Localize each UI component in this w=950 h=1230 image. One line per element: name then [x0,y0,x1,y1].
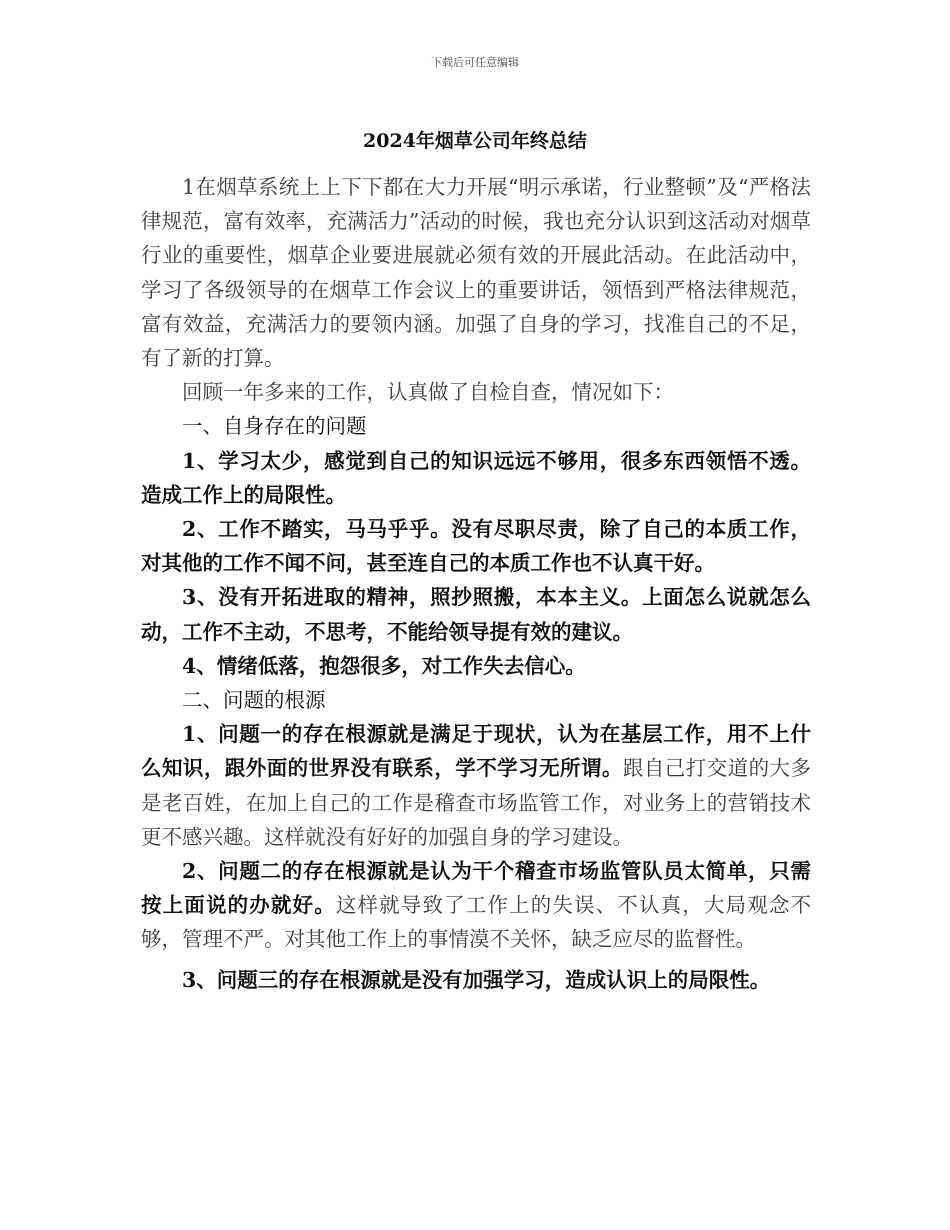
review-paragraph: 回顾一年多来的工作，认真做了自检自查，情况如下： [182,380,674,405]
section2-item-2 [141,854,811,957]
section2-item-1-bold: 1、问题一的存在根源就是满足于现状，认为在基层工作，用不上什么知识，跟外面的世界没有联系，学不学习无所谓。 [141,722,811,781]
section2-item-1 [141,717,811,854]
section2-heading: 二、问题的根源 [182,688,326,713]
intro-paragraph: 1在烟草系统上上下下都在大力开展“明示承诺，行业整顿”及“严格法律规范，富有效率，充满活力”活动的时候，我也充分认识到这活动对烟草行业的重要性，烟草企业要进展就必须有效的开展此活动。在此活动中，学习了各级领导的在烟草工作会议上的重要讲话，领悟到严格法律规范，富有效益，充满活力的要领内涵。加强了自身的学习，找准自己的不足，有了新的打算。 [141,175,811,371]
document-title: 2024年烟草公司年终总结 [363,130,587,152]
document-body [141,170,811,997]
section2-item-3: 3、问题三的存在根源就是没有加强学习，造成认识上的局限性。 [182,967,771,992]
section1-item-4: 4、情绪低落，抱怨很多，对工作失去信心。 [182,653,586,678]
section1-item-2: 2、工作不踏实，马马乎乎。没有尽职尽责，除了自己的本质工作，对其他的工作不闻不问，甚至连自己的本质工作也不认真干好。 [141,517,811,576]
section1-item-3: 3、没有开拓进取的精神，照抄照搬，本本主义。上面怎么说就怎么动，工作不主动，不思考，不能给领导提有效的建议。 [141,585,811,644]
page-header-note: 下载后可任意编辑 [431,56,519,69]
section2-item-1-rest: 跟自己打交道的大多是老百姓，在加上自己的工作是稽查市场监管工作，对业务上的营销技术更不感兴趣。这样就没有好好的加强自身的学习建设。 [141,756,812,849]
section1-heading: 一、自身存在的问题 [182,414,367,439]
section2-item-2-rest: 这样就导致了工作上的失误、不认真，大局观念不够，管理不严。对其他工作上的事情漠不关怀，缺乏应尽的监督性。 [141,893,812,952]
section1-item-1: 1、学习太少，感觉到自己的知识远远不够用，很多东西领悟不透。造成工作上的局限性。 [141,448,811,507]
section2-item-2-bold: 2、问题二的存在根源就是认为干个稽查市场监管队员太简单，只需按上面说的办就好。 [141,859,811,918]
